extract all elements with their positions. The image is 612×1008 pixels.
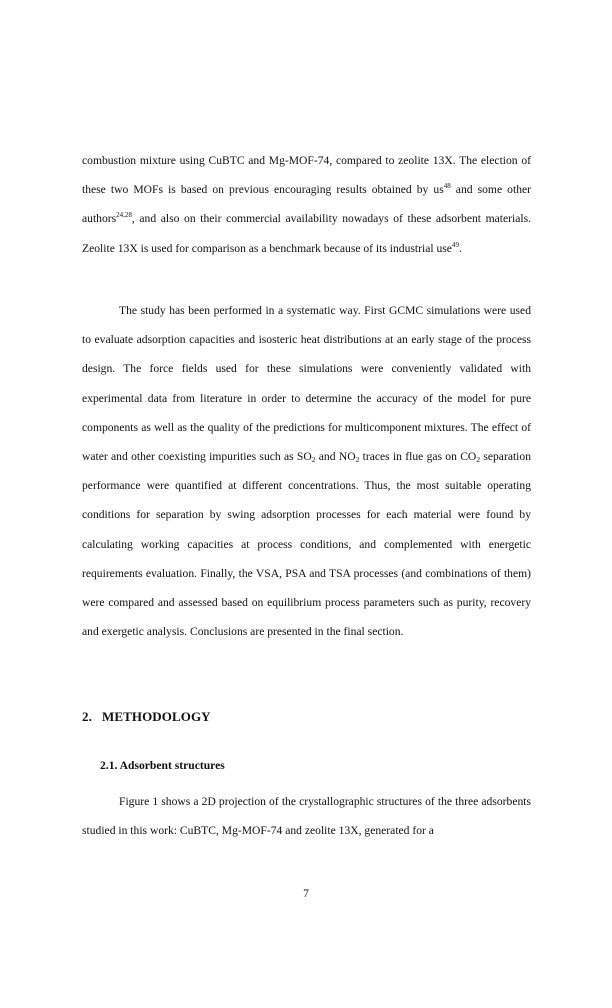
- section-number: 2.: [82, 709, 92, 724]
- subscript: 2: [311, 455, 316, 465]
- citation-ref: 49: [451, 240, 459, 249]
- citation-ref: 48: [443, 182, 451, 191]
- subscript: 2: [355, 455, 360, 465]
- subscript: 2: [476, 455, 481, 465]
- text-span: and some other authors: [82, 183, 531, 226]
- subsection-heading: 2.1. Adsorbent structures: [100, 759, 225, 772]
- text-span: The study has been performed in a systematic way. First GCMC simulations were used to evaluate adsorption capacities and isosteric heat distributions at an early stage of the process design. The force fields used for these simulations were conveniently validated with experimental data from literature in order to determine the accuracy of the model for pure components as well as the quality of the predictions for multicomponent mixtures. The effect of water and other coexisting impurities such as SO: [82, 304, 531, 464]
- text-span: and NO: [315, 450, 356, 464]
- paragraph-study-approach: [82, 296, 531, 646]
- text-span: combustion mixture using CuBTC and Mg-MOF-74, compared to zeolite 13X. The election of these two MOFs is based on previous encouraging results obtained by us: [82, 154, 531, 197]
- text-span: traces in flue gas on CO: [359, 450, 477, 464]
- section-title: METHODOLOGY: [101, 709, 211, 724]
- text-span: , and also on their commercial availability nowadays of these adsorbent materials. Zeolite 13X is used for comparison as a benchmark because of its industrial use: [82, 212, 531, 255]
- text-span: .: [458, 241, 462, 255]
- text-span: separation performance were quantified at different concentrations. Thus, the most suitable operating conditions for separation by swing adsorption processes for each material were found by calculating working capacities at process conditions, and complemented with energetic requirements evaluation. Finally, the VSA, PSA and TSA processes (and combinations of them) were compared and assessed based on equilibrium process parameters such as purity, recovery and exergetic analysis. Conclusions are presented in the final section.: [82, 450, 531, 639]
- page-number: 7: [303, 887, 309, 900]
- paragraph-intro-continued: [82, 146, 531, 263]
- citation-ref: 24,28: [116, 211, 132, 220]
- section-heading: [82, 709, 211, 725]
- paragraph-figure-description: Figure 1 shows a 2D projection of the crystallographic structures of the three adsorbents studied in this work: CuBTC, Mg-MOF-74 and zeolite 13X, generated for a: [82, 795, 531, 838]
